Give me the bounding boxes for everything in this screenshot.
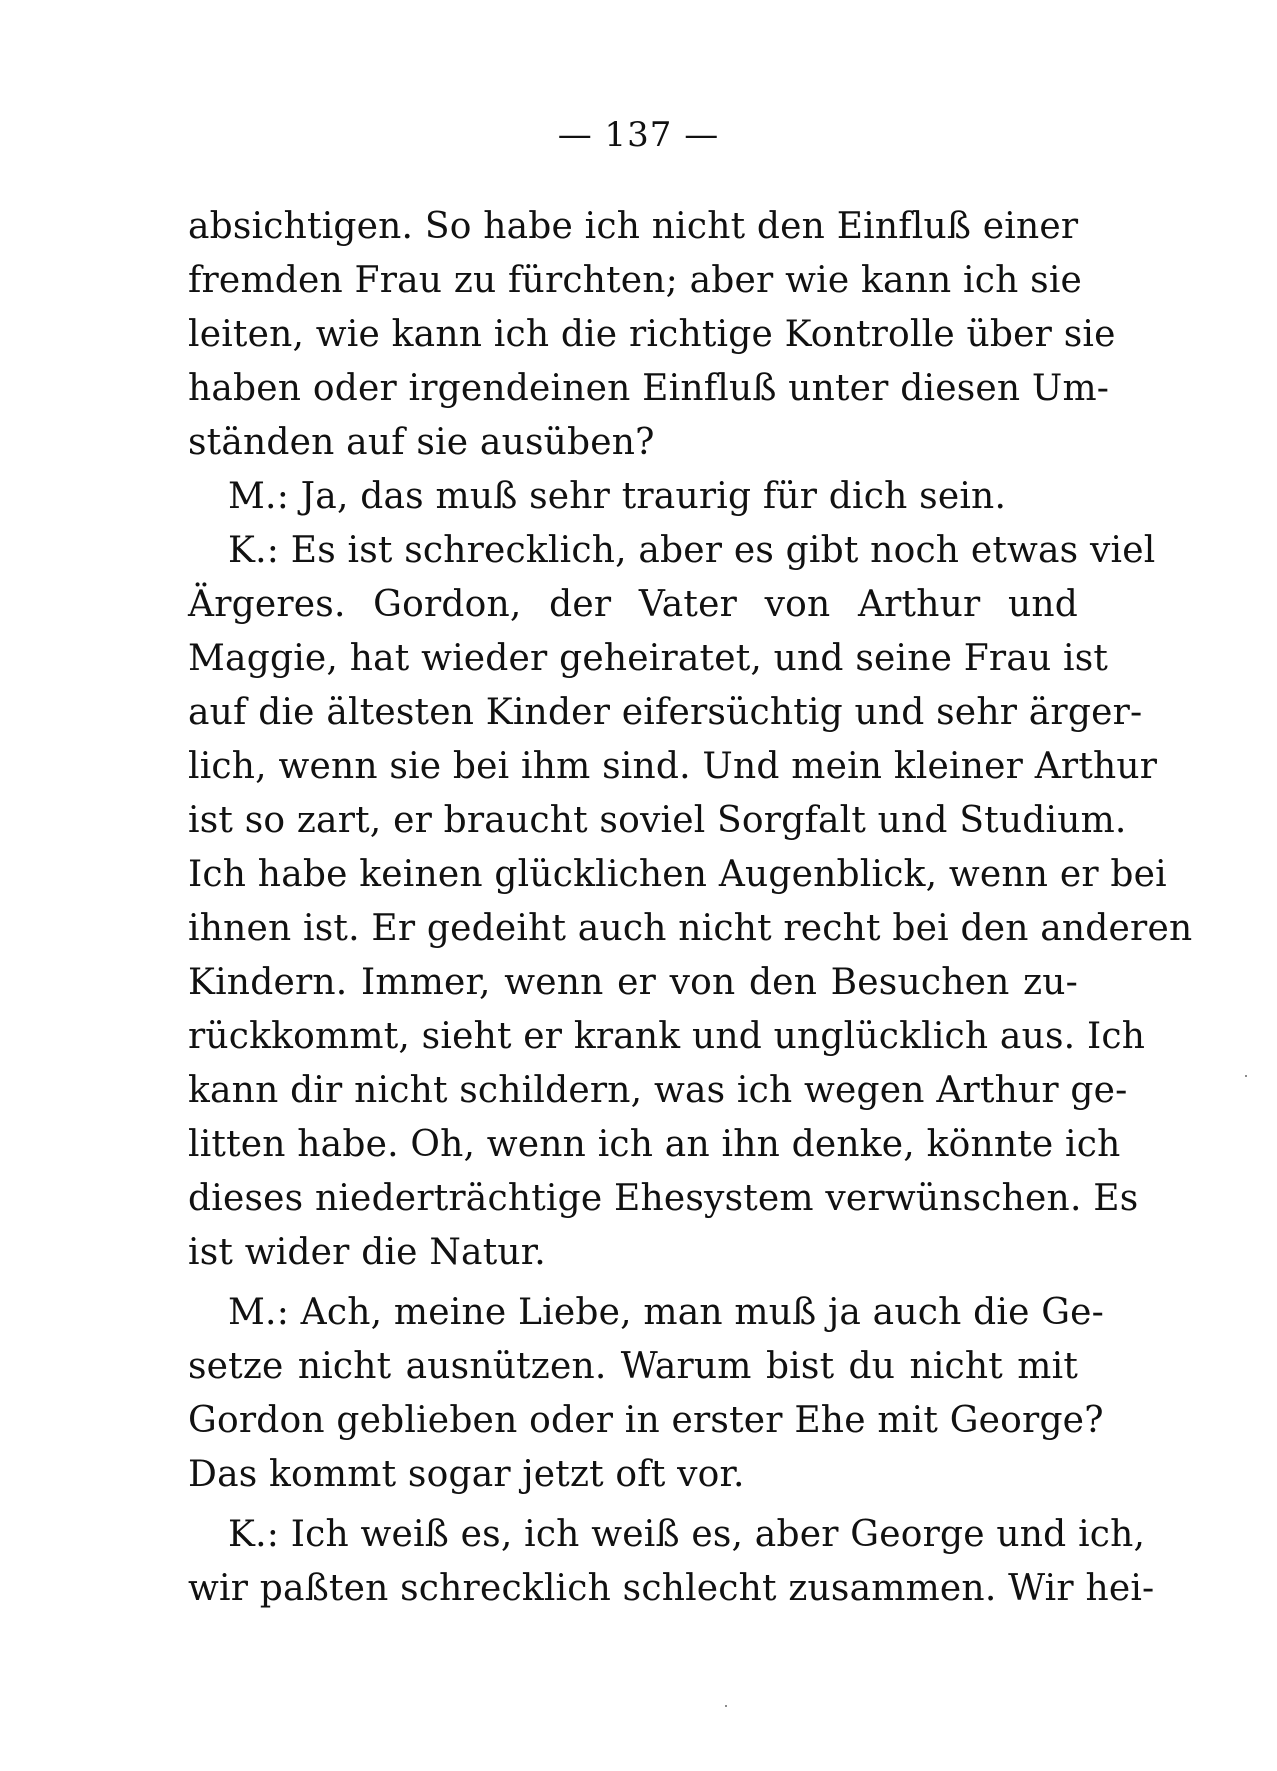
text-line: Maggie, hat wieder geheiratet, und seine Frau ist bbox=[188, 638, 1109, 679]
text-line: Ärgeres. Gordon, der Vater von Arthur und bbox=[188, 584, 1078, 625]
text-line: leiten, wie kann ich die richtige Kontrolle über sie bbox=[188, 314, 1116, 355]
text-line: Gordon geblieben oder in erster Ehe mit George? bbox=[188, 1400, 1104, 1441]
text-line: Das kommt sogar jetzt oft vor. bbox=[188, 1454, 745, 1495]
text-line: haben oder irgendeinen Einfluß unter diesen Um- bbox=[188, 368, 1110, 409]
text-line: ist wider die Natur. bbox=[188, 1232, 546, 1273]
text-line: fremden Frau zu fürchten; aber wie kann ich sie bbox=[188, 260, 1083, 301]
paper-speck bbox=[725, 1705, 727, 1707]
text-line: lich, wenn sie bei ihm sind. Und mein kleiner Arthur bbox=[188, 746, 1158, 787]
text-line: absichtigen. So habe ich nicht den Einfluß einer bbox=[188, 206, 1079, 247]
page-number: — 137 — bbox=[557, 115, 720, 155]
paper-speck bbox=[1245, 1075, 1247, 1077]
text-line: setze nicht ausnützen. Warum bist du nicht mit bbox=[188, 1346, 1078, 1387]
text-line: litten habe. Oh, wenn ich an ihn denke, könnte ich bbox=[188, 1124, 1121, 1165]
body-text bbox=[188, 200, 1193, 1616]
dialogue-line-m: M.: Ach, meine Liebe, man muß ja auch die Ge- bbox=[228, 1292, 1105, 1333]
text-line: ist so zart, er braucht soviel Sorgfalt und Studium. bbox=[188, 800, 1127, 841]
text-line: ihnen ist. Er gedeiht auch nicht recht bei den anderen bbox=[188, 908, 1193, 949]
text-line: auf die ältesten Kinder eifersüchtig und sehr ärger- bbox=[188, 692, 1143, 733]
dialogue-line-k: K.: Es ist schrecklich, aber es gibt noch etwas viel bbox=[228, 530, 1156, 571]
text-line: wir paßten schrecklich schlecht zusammen. Wir hei- bbox=[188, 1568, 1155, 1609]
text-line: Ich habe keinen glücklichen Augenblick, wenn er bei bbox=[188, 854, 1167, 895]
text-line: rückkommt, sieht er krank und unglücklich aus. Ich bbox=[188, 1016, 1146, 1057]
text-line: kann dir nicht schildern, was ich wegen Arthur ge- bbox=[188, 1070, 1128, 1111]
text-line: Kindern. Immer, wenn er von den Besuchen zu- bbox=[188, 962, 1078, 1003]
text-line: dieses niederträchtige Ehesystem verwünschen. Es bbox=[188, 1178, 1139, 1219]
text-line: ständen auf sie ausüben? bbox=[188, 422, 655, 463]
dialogue-line-k: K.: Ich weiß es, ich weiß es, aber George und ich, bbox=[228, 1514, 1146, 1555]
dialogue-line-m: M.: Ja, das muß sehr traurig für dich sein. bbox=[228, 476, 1007, 517]
